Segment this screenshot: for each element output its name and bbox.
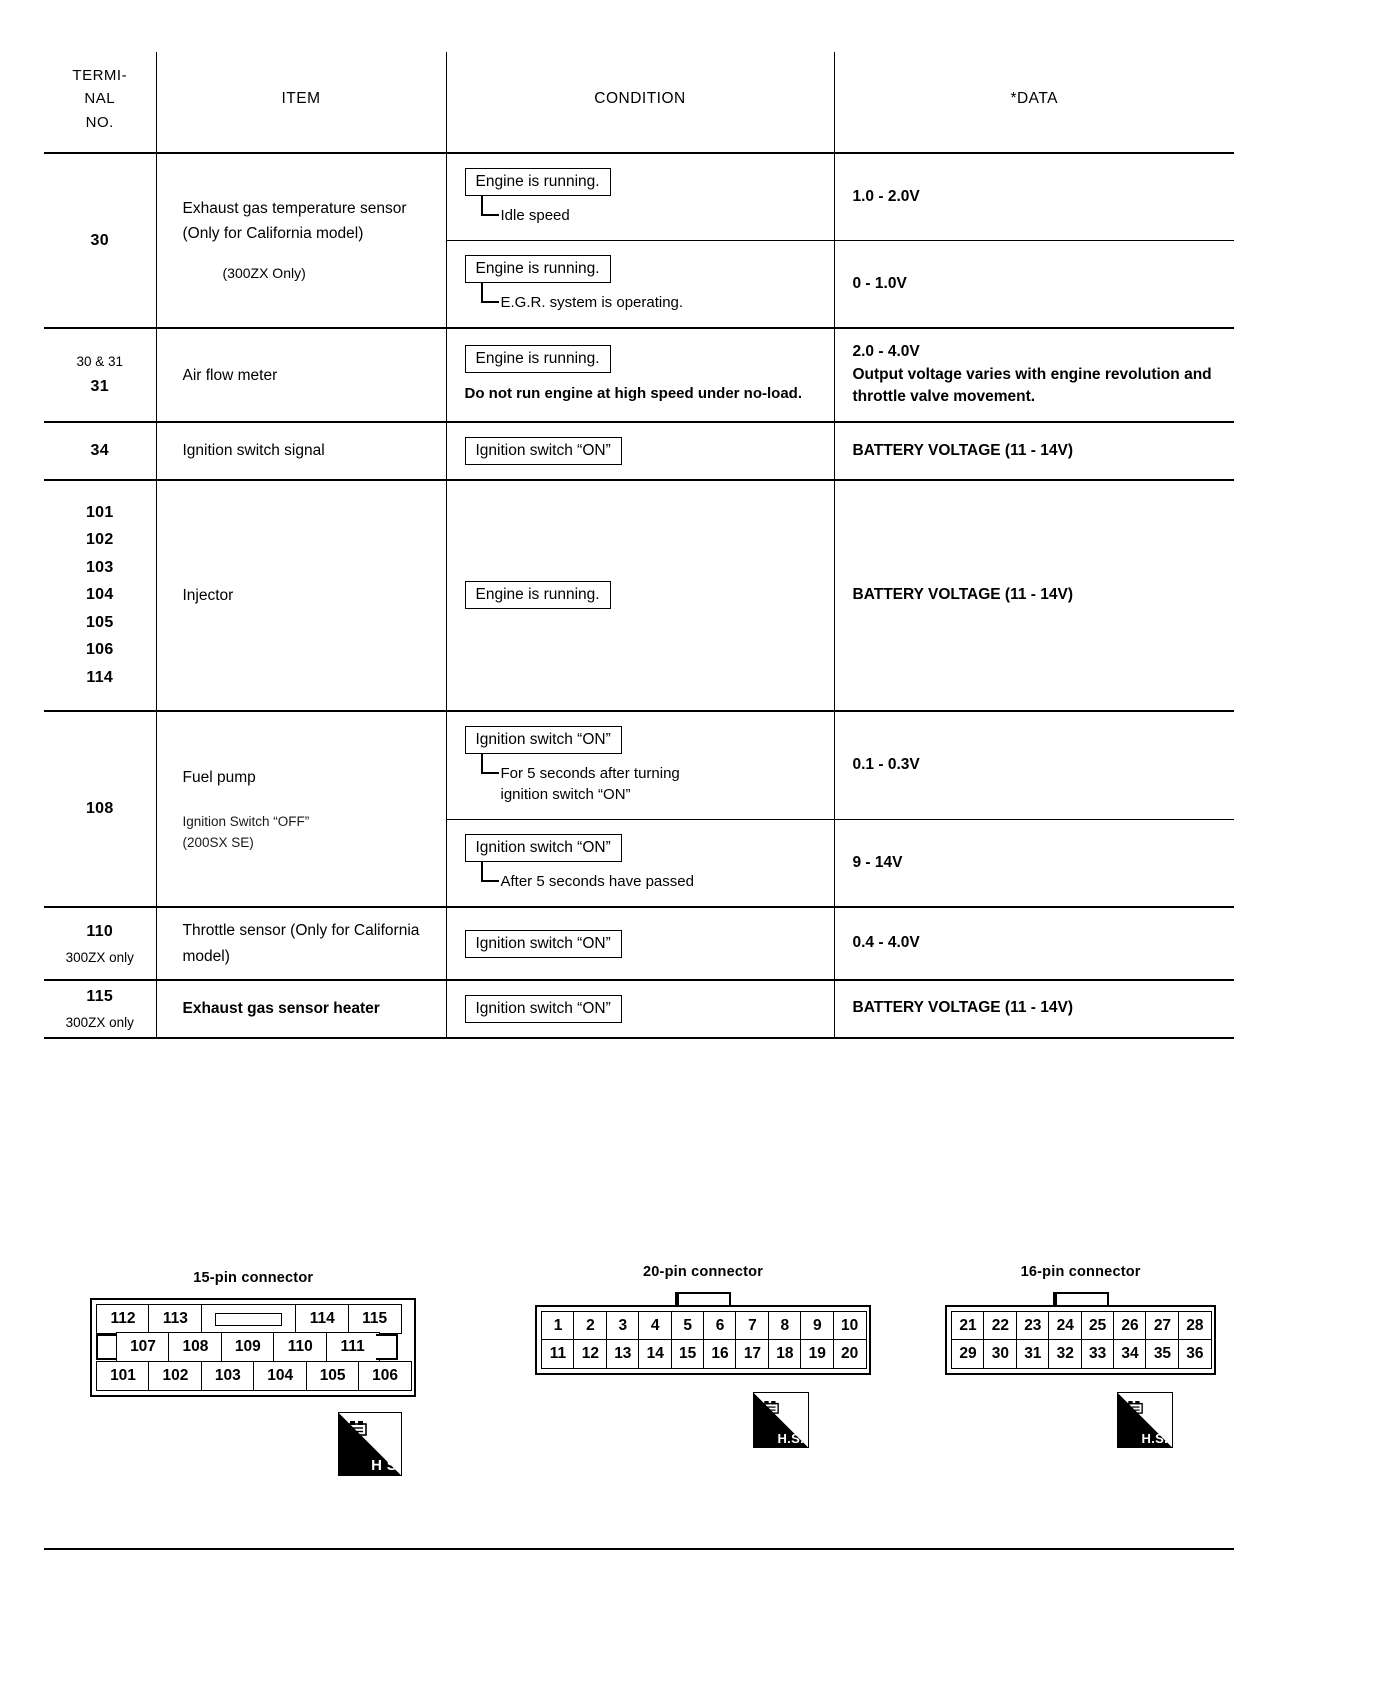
header-item: ITEM <box>156 52 446 153</box>
condition-cell <box>446 711 834 820</box>
table-row <box>44 153 1234 241</box>
pin: 3 <box>606 1311 640 1341</box>
pin: 5 <box>671 1311 705 1341</box>
pin: 17 <box>735 1339 769 1369</box>
hs-badge-label: H.S. <box>777 1431 804 1446</box>
connector-latch-icon <box>675 1292 731 1305</box>
header-condition: CONDITION <box>446 52 834 153</box>
item-note-line1: Ignition Switch “OFF” <box>182 814 310 830</box>
terminal-number: 105 <box>85 613 114 631</box>
pin-row <box>951 1339 1210 1369</box>
data-value: 2.0 - 4.0V <box>852 343 920 361</box>
terminal-number: 114 <box>86 668 114 686</box>
pin: 25 <box>1081 1311 1115 1341</box>
table-row <box>44 328 1234 421</box>
pin-row <box>96 1361 410 1391</box>
connector-glyph-icon <box>1124 1400 1143 1415</box>
connector-20pin <box>535 1264 871 1446</box>
terminal-number-sub: 300ZX only <box>65 949 134 965</box>
item-cell <box>156 153 446 329</box>
terminal-no-cell <box>44 422 156 480</box>
pin: 34 <box>1113 1339 1147 1369</box>
pin: 18 <box>768 1339 802 1369</box>
terminal-number: 110 <box>86 923 114 941</box>
pin: 106 <box>358 1361 412 1391</box>
table-row <box>44 422 1234 480</box>
data-cell <box>834 907 1234 979</box>
terminal-data-table <box>44 52 1234 1039</box>
hs-badge <box>338 1412 402 1476</box>
terminal-number: 102 <box>85 531 114 549</box>
hs-badge <box>753 1392 809 1448</box>
pin: 8 <box>768 1311 802 1341</box>
terminal-no-cell <box>44 711 156 908</box>
hs-badge-label: H S <box>371 1457 397 1474</box>
condition-box: Engine is running. <box>465 168 611 196</box>
pin: 108 <box>168 1332 222 1362</box>
condition-box: Ignition switch “ON” <box>465 437 622 465</box>
condition-detail-line1: For 5 seconds after turning <box>500 764 680 782</box>
pin-row <box>541 1311 865 1341</box>
data-cell <box>834 820 1234 908</box>
condition-detail-text: E.G.R. system is operating. <box>500 294 684 312</box>
pin: 105 <box>306 1361 360 1391</box>
item-cell <box>156 422 446 480</box>
pin: 22 <box>983 1311 1017 1341</box>
condition-cell <box>446 422 834 480</box>
pin: 110 <box>273 1332 327 1362</box>
pin: 7 <box>735 1311 769 1341</box>
data-cell <box>834 980 1234 1038</box>
condition-cell <box>446 241 834 329</box>
item-note-line2: (200SX SE) <box>182 834 254 850</box>
data-cell <box>834 480 1234 711</box>
connector-shell <box>535 1305 871 1375</box>
connector-latch-icon <box>1053 1292 1109 1305</box>
terminal-number: 104 <box>85 586 114 604</box>
pin: 6 <box>703 1311 737 1341</box>
condition-box: Ignition switch “ON” <box>465 930 622 958</box>
data-cell <box>834 328 1234 421</box>
item-cell <box>156 711 446 908</box>
data-value: 0 - 1.0V <box>852 275 907 293</box>
page-bottom-rule <box>44 1548 1234 1550</box>
terminal-number: 103 <box>85 558 114 576</box>
connector-title: 15-pin connector <box>193 1270 314 1286</box>
connector-title: 20-pin connector <box>643 1264 764 1280</box>
condition-detail <box>465 754 824 806</box>
item-label: Ignition switch signal <box>182 442 325 460</box>
data-cell <box>834 711 1234 820</box>
hs-badge-icon <box>1117 1392 1173 1448</box>
header-terminal-line2: NAL <box>84 90 116 108</box>
terminal-no-cell <box>44 328 156 421</box>
pin: 104 <box>253 1361 307 1391</box>
terminal-number: 31 <box>90 377 109 395</box>
condition-cell <box>446 980 834 1038</box>
pin-row <box>96 1304 410 1334</box>
table-row <box>44 907 1234 979</box>
pin: 101 <box>96 1361 150 1391</box>
pin: 23 <box>1016 1311 1050 1341</box>
condition-detail-text: After 5 seconds have passed <box>500 873 694 891</box>
pin: 1 <box>541 1311 575 1341</box>
data-cell <box>834 241 1234 329</box>
pin: 33 <box>1081 1339 1115 1369</box>
terminal-no-cell <box>44 980 156 1038</box>
item-cell <box>156 480 446 711</box>
terminal-number-sub: 30 & 31 <box>76 353 124 369</box>
pin: 15 <box>671 1339 705 1369</box>
pin: 12 <box>573 1339 607 1369</box>
hs-badge-icon <box>338 1412 402 1476</box>
condition-box: Ignition switch “ON” <box>465 726 622 754</box>
pin-row <box>96 1332 410 1362</box>
pin: 27 <box>1145 1311 1179 1341</box>
pin: 24 <box>1048 1311 1082 1341</box>
item-cell <box>156 907 446 979</box>
hs-badge <box>1117 1392 1173 1448</box>
pin: 19 <box>800 1339 834 1369</box>
pin: 13 <box>606 1339 640 1369</box>
item-label: Air flow meter <box>182 366 278 384</box>
hs-badge-icon <box>753 1392 809 1448</box>
item-cell <box>156 980 446 1038</box>
condition-box: Engine is running. <box>465 345 611 373</box>
pin: 102 <box>148 1361 202 1391</box>
pin: 4 <box>638 1311 672 1341</box>
pin: 11 <box>541 1339 575 1369</box>
data-cell <box>834 422 1234 480</box>
condition-detail-text: Idle speed <box>500 206 570 224</box>
data-cell <box>834 153 1234 241</box>
terminal-number: 30 <box>90 231 109 249</box>
connector-15pin <box>90 1270 416 1474</box>
condition-box: Engine is running. <box>465 581 611 609</box>
pin: 2 <box>573 1311 607 1341</box>
pin: 16 <box>703 1339 737 1369</box>
pin: 30 <box>983 1339 1017 1369</box>
pin: 26 <box>1113 1311 1147 1341</box>
item-label: Exhaust gas sensor heater <box>182 1000 380 1018</box>
table-row <box>44 480 1234 711</box>
pin: 20 <box>833 1339 867 1369</box>
pin: 36 <box>1178 1339 1212 1369</box>
item-label: Injector <box>182 586 234 604</box>
pin: 103 <box>201 1361 255 1391</box>
table-header-row <box>44 52 1234 153</box>
header-data: *DATA <box>834 52 1234 153</box>
data-value: 0.4 - 4.0V <box>852 934 920 952</box>
pin: 9 <box>800 1311 834 1341</box>
connector-shell <box>90 1298 416 1397</box>
condition-cell <box>446 820 834 908</box>
pin: 21 <box>951 1311 985 1341</box>
condition-box: Ignition switch “ON” <box>465 834 622 862</box>
data-value: 9 - 14V <box>852 854 903 872</box>
header-terminal-no <box>44 52 156 153</box>
pin: 115 <box>348 1304 402 1334</box>
condition-detail <box>465 283 824 313</box>
pin: 35 <box>1145 1339 1179 1369</box>
pin: 113 <box>148 1304 202 1334</box>
condition-cell <box>446 480 834 711</box>
pin: 109 <box>221 1332 275 1362</box>
data-note: Output voltage varies with engine revolution and throttle valve movement. <box>852 365 1212 406</box>
terminal-number: 34 <box>90 441 109 459</box>
pin: 114 <box>295 1304 349 1334</box>
pin: 31 <box>1016 1339 1050 1369</box>
condition-cell <box>446 153 834 241</box>
terminal-no-cell <box>44 480 156 711</box>
item-cell <box>156 328 446 421</box>
pin: 111 <box>326 1332 380 1362</box>
terminal-number: 108 <box>85 799 114 817</box>
condition-detail-line2: ignition switch “ON” <box>500 785 631 803</box>
pin: 32 <box>1048 1339 1082 1369</box>
terminal-no-cell <box>44 907 156 979</box>
condition-warning: Do not run engine at high speed under no-load. <box>464 384 802 402</box>
pin-row <box>951 1311 1210 1341</box>
header-terminal-line1: TERMI- <box>72 67 128 84</box>
item-label: Throttle sensor (Only for California model) <box>182 922 420 965</box>
pin: 107 <box>116 1332 170 1362</box>
condition-box: Ignition switch “ON” <box>465 995 622 1023</box>
terminal-number: 115 <box>86 988 114 1006</box>
pin-blank-slot <box>201 1304 297 1334</box>
connector-shell <box>945 1305 1216 1375</box>
hs-badge-label: H.S. <box>1141 1431 1168 1446</box>
terminal-no-cell <box>44 153 156 329</box>
pin: 112 <box>96 1304 150 1334</box>
data-value: BATTERY VOLTAGE (11 - 14V) <box>852 441 1073 459</box>
condition-detail <box>465 196 824 226</box>
item-label: Exhaust gas temperature sensor (Only for California model) <box>182 200 407 243</box>
data-value: 1.0 - 2.0V <box>852 187 920 205</box>
pin: 14 <box>638 1339 672 1369</box>
terminal-number-sub: 300ZX only <box>65 1014 134 1030</box>
pin: 10 <box>833 1311 867 1341</box>
connector-glyph-icon <box>760 1400 779 1415</box>
condition-box: Engine is running. <box>465 255 611 283</box>
data-value: 0.1 - 0.3V <box>852 756 920 774</box>
table-row <box>44 980 1234 1038</box>
terminal-number-list <box>44 499 156 692</box>
condition-detail <box>465 862 824 892</box>
item-label: Fuel pump <box>182 769 256 787</box>
connector-glyph-icon <box>345 1420 367 1437</box>
connector-16pin <box>945 1264 1216 1446</box>
table-row <box>44 711 1234 820</box>
pin: 29 <box>951 1339 985 1369</box>
data-value: BATTERY VOLTAGE (11 - 14V) <box>852 585 1073 603</box>
connector-title: 16-pin connector <box>1020 1264 1141 1280</box>
terminal-number: 101 <box>85 503 114 521</box>
item-sublabel: (300ZX Only) <box>222 265 306 282</box>
terminal-number: 106 <box>85 641 114 659</box>
shell-tab-left-icon <box>96 1334 118 1360</box>
condition-cell <box>446 907 834 979</box>
data-value: BATTERY VOLTAGE (11 - 14V) <box>852 999 1073 1017</box>
pin: 28 <box>1178 1311 1212 1341</box>
header-terminal-line3: NO. <box>85 113 114 131</box>
pin-row <box>541 1339 865 1369</box>
condition-cell <box>446 328 834 421</box>
connector-diagrams <box>0 1250 1375 1550</box>
shell-tab-right-icon <box>376 1334 398 1360</box>
